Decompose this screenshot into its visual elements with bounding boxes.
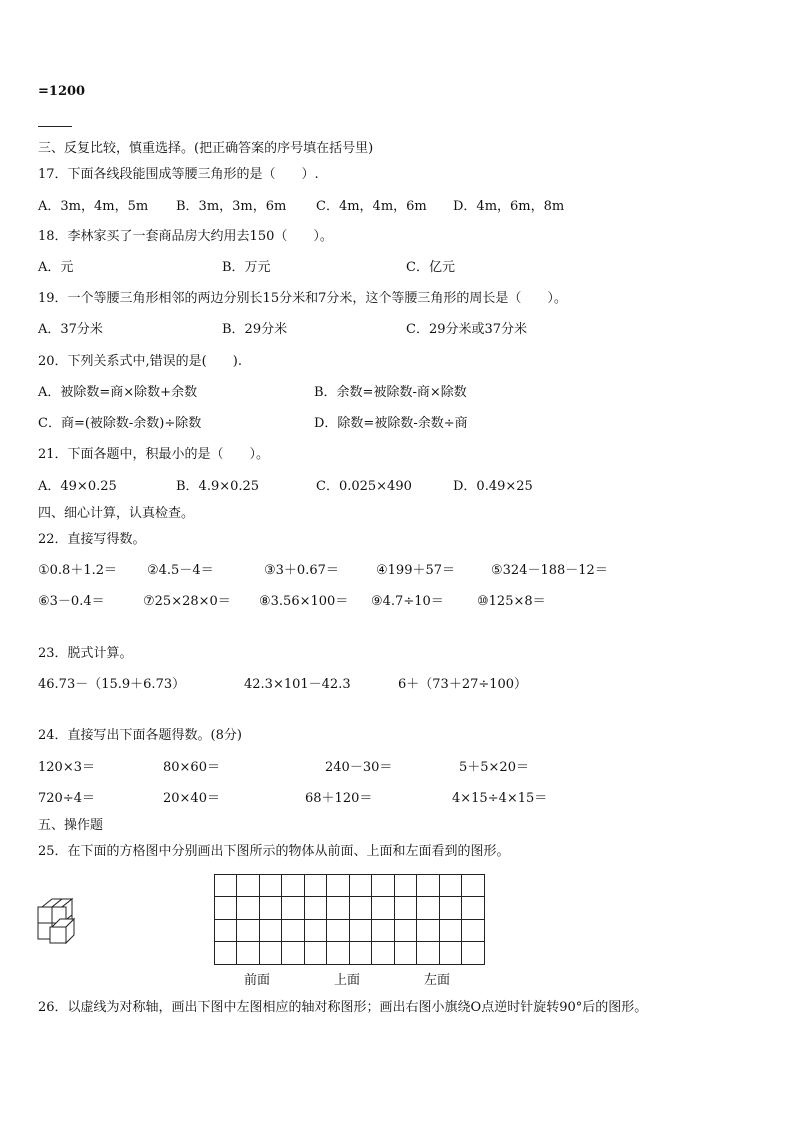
q20-option-a: A．被除数=商×除数+余数 — [38, 385, 198, 400]
q17-option-d: D．4m，6m，8m — [453, 199, 565, 214]
q22-item: ④199＋57＝ — [376, 563, 456, 578]
grid-label-left: 左面 — [424, 973, 451, 988]
q18-option-a: A．元 — [38, 260, 74, 275]
q24-item: 4×15÷4×15＝ — [452, 791, 548, 806]
q20-option-b: B．余数=被除数-商×除数 — [314, 385, 467, 400]
q26-stem: 26．以虚线为对称轴，画出下图中左图相应的轴对称图形；画出右图小旗绕O点逆时针旋转90°后的图形。 — [38, 1000, 648, 1015]
drawing-grid[interactable] — [214, 874, 486, 966]
q24-item: 120×3＝ — [38, 760, 95, 775]
q21-stem: 21．下面各题中，积最小的是（ ）。 — [38, 447, 270, 462]
q20-stem: 20．下列关系式中,错误的是( ). — [38, 354, 242, 369]
section3-title: 三、反复比较，慎重选择。(把正确答案的序号填在括号里) — [38, 141, 374, 156]
q21-option-b: B．4.9×0.25 — [176, 479, 260, 494]
q21-option-c: C．0.025×490 — [316, 479, 412, 494]
q19-option-c: C．29分米或37分米 — [406, 322, 528, 337]
q24-item: 720÷4＝ — [38, 791, 95, 806]
answer-blank-line — [38, 126, 72, 127]
q17-option-b: B．3m，3m，6m — [176, 199, 287, 214]
q23-item: 46.73－（15.9＋6.73） — [38, 677, 186, 692]
q22-item: ⑥3－0.4＝ — [38, 594, 105, 609]
grid-label-top: 上面 — [334, 973, 361, 988]
q22-item: ③3＋0.67＝ — [264, 563, 339, 578]
q19-option-b: B．29分米 — [222, 322, 288, 337]
q22-item: ⑦25×28×0＝ — [143, 594, 231, 609]
q17-option-a: A．3m，4m，5m — [38, 199, 149, 214]
q22-item: ⑩125×8＝ — [477, 594, 546, 609]
q18-option-b: B．万元 — [222, 260, 271, 275]
q23-item: 6＋（73＋27÷100） — [398, 677, 528, 692]
q23-stem: 23．脱式计算。 — [38, 646, 133, 661]
q22-item: ⑨4.7÷10＝ — [371, 594, 444, 609]
q24-item: 240－30＝ — [325, 760, 393, 775]
q22-item: ②4.5－4＝ — [147, 563, 214, 578]
q23-item: 42.3×101－42.3 — [244, 677, 351, 692]
q21-option-d: D．0.49×25 — [453, 479, 533, 494]
q20-option-c: C．商=(被除数-余数)÷除数 — [38, 416, 202, 431]
q17-stem: 17．下面各线段能围成等腰三角形的是（ ）. — [38, 167, 319, 182]
section4-title: 四、细心计算，认真检查。 — [38, 506, 195, 521]
q18-option-c: C．亿元 — [406, 260, 455, 275]
q21-option-a: A．49×0.25 — [38, 479, 117, 494]
q19-stem: 19．一个等腰三角形相邻的两边分别长15分米和7分米，这个等腰三角形的周长是（ ）。 — [38, 291, 567, 306]
q22-item: ⑤324－188－12＝ — [491, 563, 608, 578]
cube-figure — [36, 897, 82, 947]
q24-item: 20×40＝ — [163, 791, 220, 806]
q19-option-a: A．37分米 — [38, 322, 103, 337]
q22-stem: 22．直接写得数。 — [38, 532, 146, 547]
q22-item: ①0.8＋1.2＝ — [38, 563, 118, 578]
q24-item: 68＋120＝ — [305, 791, 373, 806]
q18-stem: 18．李林家买了一套商品房大约用去150（ ）。 — [38, 229, 333, 244]
q20-option-d: D．除数=被除数-余数÷商 — [314, 416, 468, 431]
q24-item: 5＋5×20＝ — [459, 760, 529, 775]
q17-option-c: C．4m，4m，6m — [316, 199, 427, 214]
grid-label-front: 前面 — [244, 973, 271, 988]
top-fragment: =1200 — [38, 84, 86, 99]
section5-title: 五、操作题 — [38, 818, 104, 833]
q25-stem: 25．在下面的方格图中分别画出下图所示的物体从前面、上面和左面看到的图形。 — [38, 844, 510, 859]
q24-stem: 24．直接写出下面各题得数。(8分) — [38, 728, 242, 743]
q24-item: 80×60＝ — [163, 760, 220, 775]
q22-item: ⑧3.56×100＝ — [259, 594, 349, 609]
